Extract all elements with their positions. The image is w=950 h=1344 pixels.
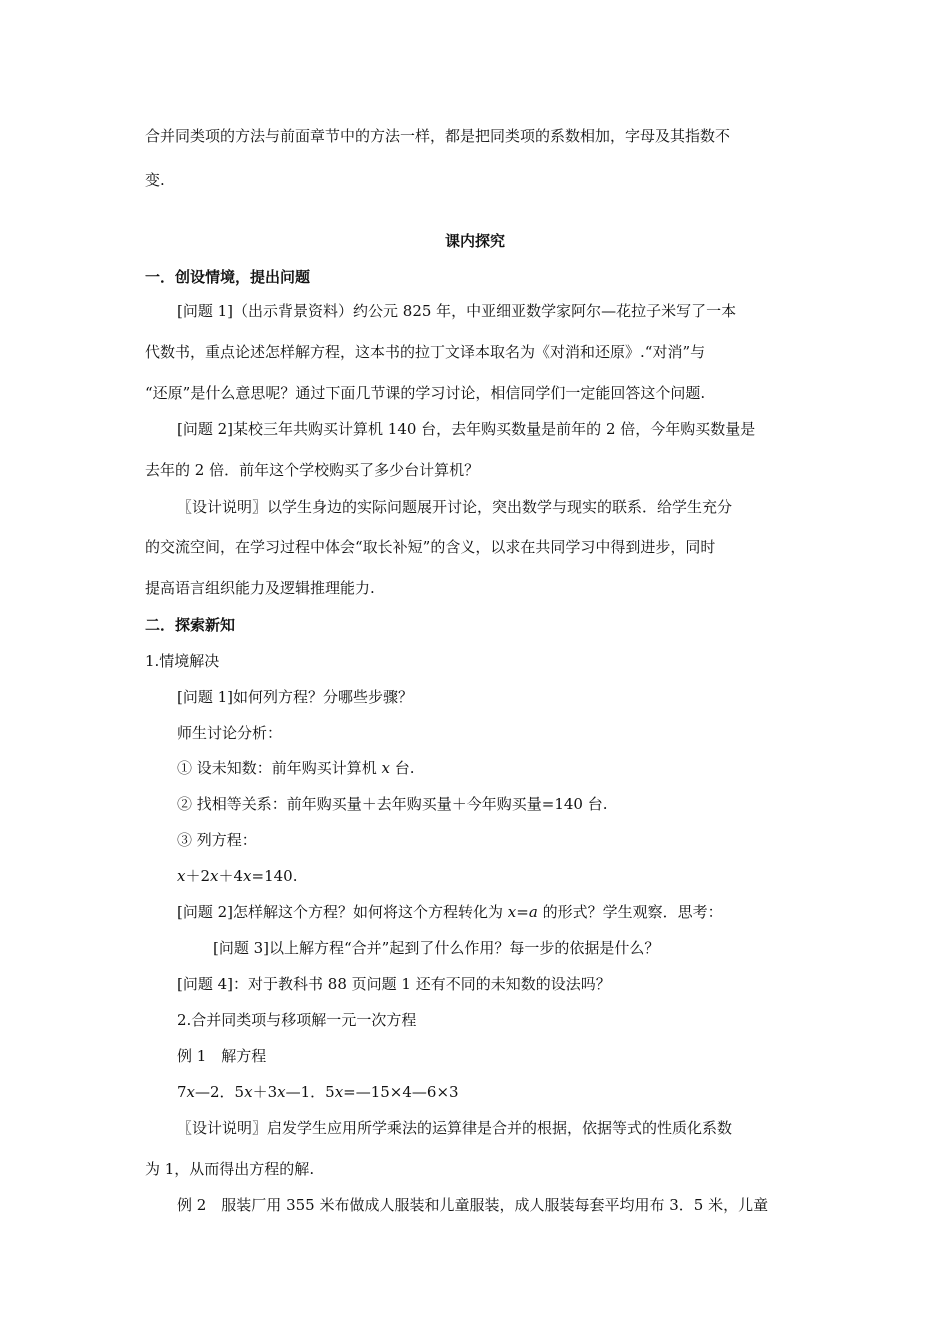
q2-equals: = <box>516 903 529 921</box>
eq-var: x <box>243 867 252 885</box>
ex1-term: —1．5 <box>285 1083 335 1101</box>
equation-1 <box>177 866 297 886</box>
eq-term: ＋4 <box>218 867 244 885</box>
part2-heading: 二．探索新知 <box>145 616 236 634</box>
design-note-1-line-2: 的交流空间，在学习过程中体会“取长补短”的含义，以求在共同学习中得到进步，同时 <box>145 538 716 556</box>
subsection-1-title: 1.情境解决 <box>145 652 220 670</box>
ex1-var: x <box>334 1083 344 1101</box>
design-note-2-line-1: 〖设计说明〗启发学生应用所学乘法的运算律是合并的根据，依据等式的性质化系数 <box>177 1119 733 1137</box>
example-1-label: 例 1 解方程 <box>177 1047 267 1065</box>
example-1-equation <box>177 1082 459 1102</box>
ex1-term: ＋3 <box>252 1083 278 1101</box>
step-1-suffix: 台. <box>390 759 415 777</box>
problem2-line-1: [问题 2]某校三年共购买计算机 140 台，去年购买数量是前年的 2 倍，今年购买数量是 <box>177 420 756 438</box>
problem1-line-1: [问题 1]（出示背景资料）约公元 825 年，中亚细亚数学家阿尔—花拉子米写了一本 <box>177 302 737 320</box>
step-1-text: ① 设未知数：前年购买计算机 <box>177 759 382 777</box>
problem1-line-3: “还原”是什么意思呢？通过下面几节课的学习讨论，相信同学们一定能回答这个问题. <box>145 384 706 402</box>
question-1: [问题 1]如何列方程？分哪些步骤？ <box>177 688 414 706</box>
step-2: ② 找相等关系：前年购买量＋去年购买量＋今年购买量=140 台. <box>177 795 608 813</box>
eq-term: ＋2 <box>185 867 211 885</box>
ex1-term: —2．5 <box>195 1083 245 1101</box>
eq-var: x <box>177 867 186 885</box>
discussion-label: 师生讨论分析： <box>177 724 283 742</box>
part1-heading: 一．创设情境，提出问题 <box>145 268 311 286</box>
ex1-term: =—15×4—6×3 <box>343 1083 459 1101</box>
q2-var-x: x <box>507 903 517 921</box>
problem2-line-2: 去年的 2 倍．前年这个学校购买了多少台计算机？ <box>145 461 480 479</box>
ex1-var: x <box>186 1083 196 1101</box>
design-note-2-line-2: 为 1，从而得出方程的解. <box>145 1160 315 1178</box>
q2-var-a: a <box>528 903 538 921</box>
section-title: 课内探究 <box>444 232 505 250</box>
step-3: ③ 列方程： <box>177 831 257 849</box>
step-1 <box>177 758 415 778</box>
question-3: [问题 3]以上解方程“合并”起到了什么作用？每一步的依据是什么？ <box>213 939 660 957</box>
subsection-2-title: 2.合并同类项与移项解一元一次方程 <box>177 1011 417 1029</box>
intro-line-2: 变. <box>145 171 165 189</box>
intro-line-1: 合并同类项的方法与前面章节中的方法一样，都是把同类项的系数相加，字母及其指数不 <box>145 127 731 145</box>
q2-text: [问题 2]怎样解这个方程？如何将这个方程转化为 <box>177 903 508 921</box>
step-1-variable: x <box>381 759 391 777</box>
ex1-var: x <box>277 1083 286 1101</box>
ex1-term: 7 <box>177 1083 187 1101</box>
problem1-line-2: 代数书，重点论述怎样解方程，这本书的拉丁文译本取名为《对消和还原》.“对消”与 <box>145 343 706 361</box>
example-2: 例 2 服装厂用 355 米布做成人服装和儿童服装，成人服装每套平均用布 3．5 米，儿童 <box>177 1196 769 1214</box>
question-2 <box>177 902 723 922</box>
question-4: [问题 4]：对于教科书 88 页问题 1 还有不同的未知数的设法吗？ <box>177 975 611 993</box>
eq-var: x <box>210 867 219 885</box>
design-note-1-line-3: 提高语言组织能力及逻辑推理能力. <box>145 579 375 597</box>
design-note-1-line-1: 〖设计说明〗以学生身边的实际问题展开讨论，突出数学与现实的联系．给学生充分 <box>177 498 733 516</box>
q2-suffix: 的形式？学生观察．思考： <box>537 903 723 921</box>
ex1-var: x <box>244 1083 253 1101</box>
eq-term: =140. <box>251 867 298 885</box>
